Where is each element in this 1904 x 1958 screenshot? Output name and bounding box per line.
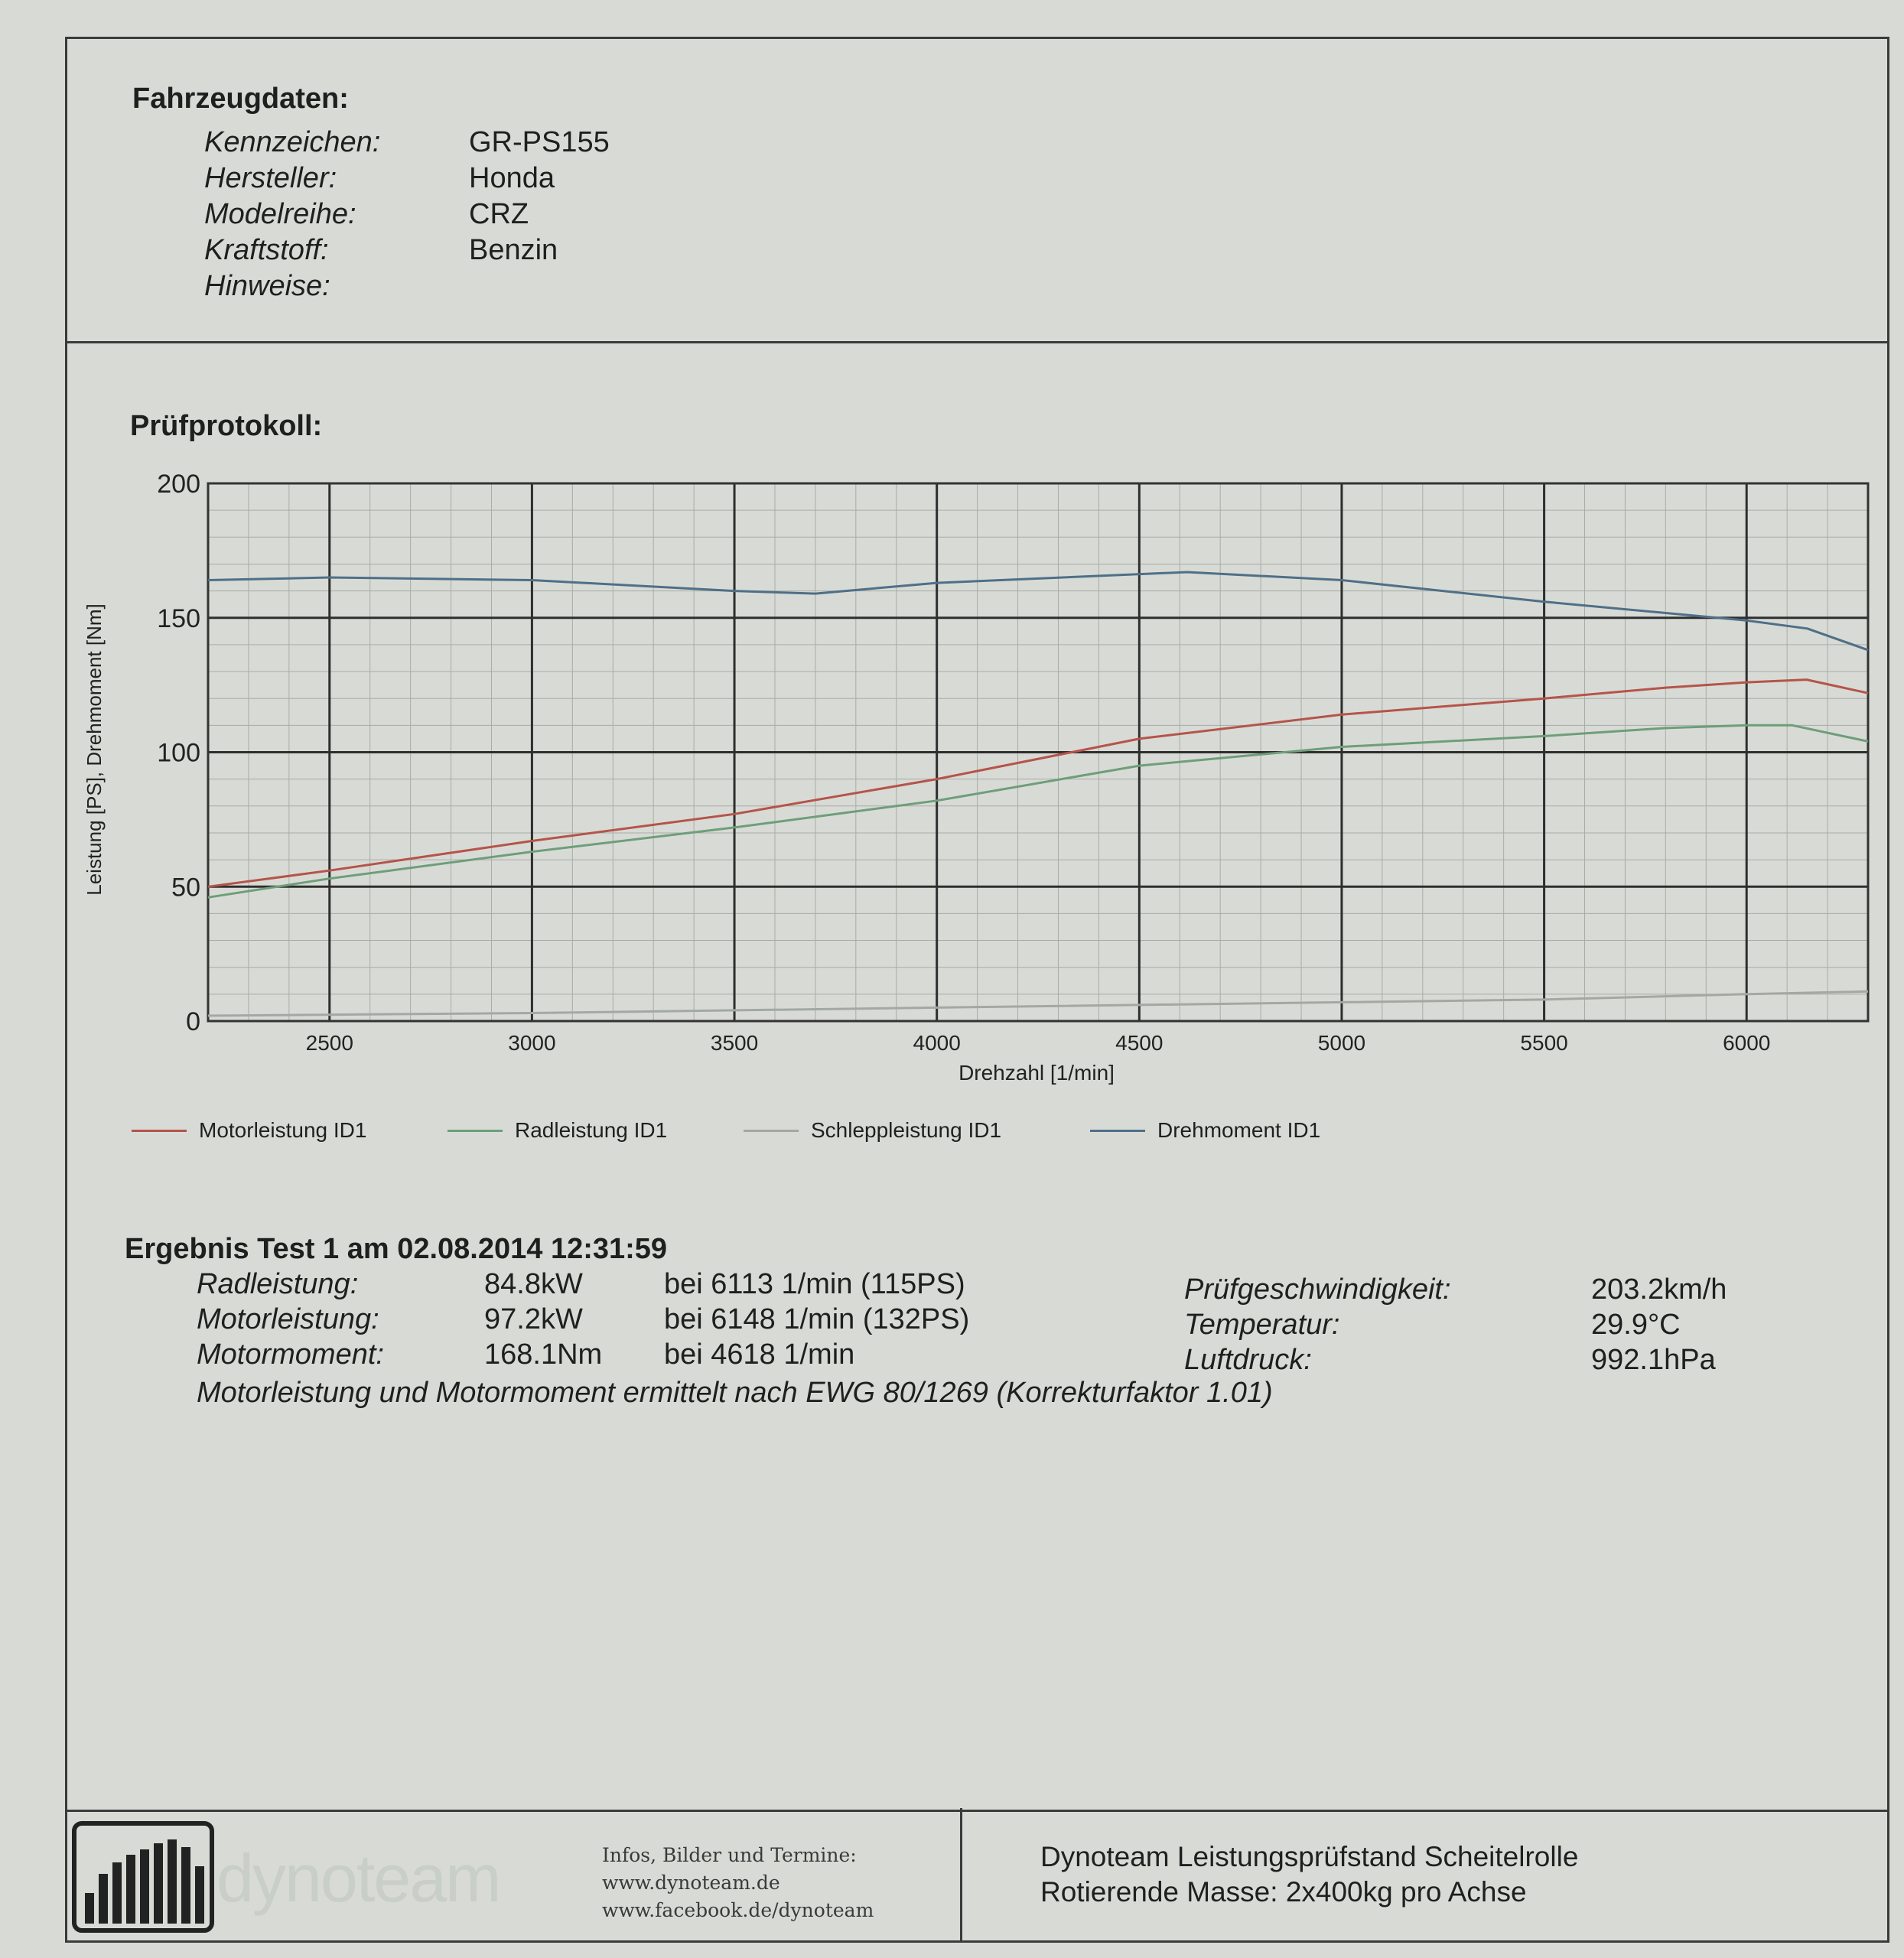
legend-swatch-schleppleistung — [744, 1130, 799, 1132]
protocol-heading: Prüfprotokoll: — [130, 410, 323, 442]
result-label-engine-power: Motorleistung: — [197, 1303, 379, 1335]
y-tick-label: 150 — [157, 603, 200, 633]
legend-schleppleistung — [744, 1118, 1001, 1143]
result-label-air-pressure: Luftdruck: — [1184, 1344, 1312, 1376]
y-tick-label: 200 — [157, 470, 200, 499]
vehicle-value-model: CRZ — [469, 198, 529, 230]
result-value-torque: 168.1Nm — [484, 1338, 603, 1371]
result-note: Motorleistung und Motormoment ermittelt nach EWG 80/1269 (Korrekturfaktor 1.01) — [197, 1377, 1273, 1409]
series-line-drehmoment — [208, 572, 1868, 650]
result-label-temperature: Temperatur: — [1184, 1309, 1340, 1341]
x-axis-label: Drehzahl [1/min] — [959, 1061, 1115, 1085]
y-tick-labels — [157, 470, 200, 1036]
x-tick-label: 3500 — [710, 1031, 759, 1055]
y-tick-label: 50 — [171, 873, 200, 903]
result-label-torque: Motormoment: — [197, 1338, 384, 1371]
x-tick-label: 4000 — [913, 1031, 961, 1055]
brand-wordmark: dynoteam — [216, 1840, 500, 1916]
result-detail-wheel-power: bei 6113 1/min (115PS) — [664, 1268, 965, 1300]
x-tick-labels — [306, 1031, 1771, 1055]
x-tick-label: 3000 — [508, 1031, 556, 1055]
vehicle-label-manufacturer: Hersteller: — [204, 162, 337, 194]
legend-drehmoment — [1090, 1118, 1320, 1143]
vehicle-value-manufacturer: Honda — [469, 162, 555, 194]
bar-chart-logo-icon — [71, 1820, 216, 1935]
vehicle-heading: Fahrzeugdaten: — [132, 83, 349, 115]
result-value-engine-power: 97.2kW — [484, 1303, 583, 1335]
result-heading: Ergebnis Test 1 am 02.08.2014 12:31:59 — [125, 1233, 668, 1265]
footer-facebook-link[interactable]: www.facebook.de/dynoteam — [602, 1899, 874, 1921]
legend-swatch-drehmoment — [1090, 1130, 1145, 1132]
result-detail-engine-power: bei 6148 1/min (132PS) — [664, 1303, 970, 1335]
footer-website-link[interactable]: www.dynoteam.de — [602, 1872, 780, 1894]
vehicle-label-plate: Kennzeichen: — [204, 126, 381, 158]
footer-stand-line-2: Rotierende Masse: 2x400kg pro Achse — [1040, 1876, 1527, 1908]
legend-label-schleppleistung: Schleppleistung ID1 — [811, 1118, 1002, 1142]
legend-swatch-motorleistung — [132, 1130, 187, 1132]
vehicle-label-fuel: Kraftstoff: — [204, 234, 329, 266]
legend-label-motorleistung: Motorleistung ID1 — [199, 1118, 367, 1142]
result-detail-torque: bei 4618 1/min — [664, 1338, 855, 1371]
vehicle-label-model: Modelreihe: — [204, 198, 356, 230]
result-value-temperature: 29.9°C — [1591, 1309, 1681, 1341]
vehicle-value-plate: GR-PS155 — [469, 126, 610, 158]
x-tick-label: 5000 — [1317, 1031, 1366, 1055]
dynoteam-logo — [71, 1820, 216, 1939]
result-label-wheel-power: Radleistung: — [197, 1268, 359, 1300]
x-tick-label: 5500 — [1520, 1031, 1568, 1055]
result-value-wheel-power: 84.8kW — [484, 1268, 583, 1300]
legend-motorleistung — [132, 1118, 366, 1143]
legend-radleistung — [448, 1118, 667, 1143]
x-tick-label: 6000 — [1723, 1031, 1771, 1055]
result-value-test-speed: 203.2km/h — [1591, 1273, 1727, 1306]
y-axis-label: Leistung [PS], Drehmoment [Nm] — [83, 603, 106, 896]
legend-label-radleistung: Radleistung ID1 — [515, 1118, 668, 1142]
footer-stand-info — [1040, 1839, 1578, 1910]
x-tick-label: 2500 — [305, 1031, 353, 1055]
footer-column-divider — [960, 1808, 962, 1943]
footer-info — [602, 1842, 874, 1924]
footer-info-line: Infos, Bilder und Termine: — [602, 1844, 857, 1866]
legend-swatch-radleistung — [448, 1130, 503, 1132]
footer-stand-line-1: Dynoteam Leistungsprüfstand Scheitelrolle — [1040, 1841, 1579, 1872]
legend-label-drehmoment: Drehmoment ID1 — [1157, 1118, 1321, 1142]
vehicle-value-fuel: Benzin — [469, 234, 558, 266]
y-tick-label: 100 — [157, 738, 200, 768]
result-label-test-speed: Prüfgeschwindigkeit: — [1184, 1273, 1451, 1306]
result-value-air-pressure: 992.1hPa — [1591, 1344, 1716, 1376]
vehicle-label-notes: Hinweise: — [204, 270, 330, 302]
footer-divider — [67, 1810, 1887, 1812]
x-tick-label: 4500 — [1115, 1031, 1164, 1055]
series-lines — [208, 572, 1868, 1016]
series-line-schleppleistung — [208, 991, 1868, 1016]
y-tick-label: 0 — [186, 1007, 200, 1036]
